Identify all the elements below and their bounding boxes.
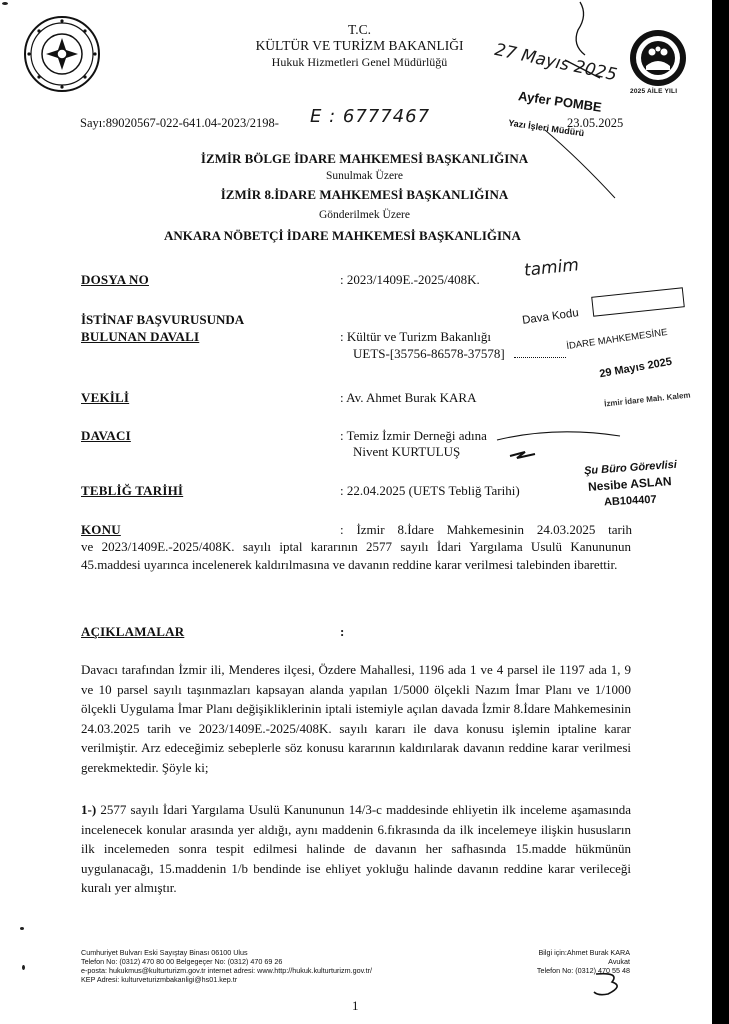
case-number-value: : 2023/1409E.-2025/408K. (340, 272, 480, 287)
footer-kep: KEP Adresi: kulturveturizmbakanligi@hs01.kep.tr (81, 975, 238, 984)
paragraph-number: 1-) (81, 802, 97, 817)
family-year-caption: 2025 AİLE YILI (630, 88, 678, 95)
paragraph-2-text: 2577 sayılı İdari Yargılama Usulü Kanununun 14/3-c maddesinde ehliyetin ilk inceleme aşamasında incelenecek konular arasında yer aldığı, aynı maddenin 6.fıkrasında da ilk incelemeye ilişkin hususların ilk incelemeden sonra tespit edilmesi halinde de davanın her safhasında 15.madde hükmünün uygulanacağı, 15.maddenin 1/b bendinde ise ehliyet yokluğu halinde davanın reddine karar verileceği kuralı yer almıştır. (81, 802, 631, 895)
court-addressee-2-note: Gönderilmek Üzere (318, 209, 410, 221)
footer-address: Cumhuriyet Bulvarı Eski Sayıştay Binası 06100 Ulus (81, 948, 248, 957)
footer-contact-title: Avukat (608, 957, 630, 966)
faded-stamp: İzmir İdare Mah. Kalem (603, 390, 691, 409)
document-number: Sayı:89020567-022-641.04-2023/2198- (80, 116, 279, 130)
footer-phone: Telefon No: (0312) 470 80 00 Belgegeçer No: (0312) 470 69 26 (81, 957, 283, 966)
court-receipt-stamp: İDARE MAHKEMESİNE (565, 326, 669, 353)
initials-signature (590, 970, 630, 998)
appellant-label-line2: BULUNAN DAVALI (81, 329, 200, 344)
explanations-label: AÇIKLAMALAR (81, 624, 185, 639)
handwritten-received-date: 27 Mayıs 2025 (492, 40, 619, 86)
case-code-box (591, 287, 685, 317)
page-number: 1 (352, 998, 359, 1013)
explanations-colon: : (340, 624, 345, 639)
subject-continuation: ve 2023/1409E.-2025/408K. sayılı iptal kararının 2577 sayılı İdari Yargılama Usulü Kanununun 45.maddesi uyarınca incelenerek kaldırılmasına ve davanın reddine karar verilmesi talebinden ibarettir. (81, 539, 631, 572)
court-receipt-date: 29 Mayıs 2025 (598, 355, 673, 381)
officer-stamp-code: AB104407 (603, 493, 657, 509)
header-ministry: KÜLTÜR VE TURİZM BAKANLIĞI (255, 38, 464, 53)
clerk-stamp-title: Yazı İşleri Müdürü (507, 117, 585, 139)
handwritten-scribble-lines (495, 418, 625, 468)
attorney-label: VEKİLİ (81, 390, 130, 405)
header-department: Hukuk Hizmetleri Genel Müdürlüğü (271, 55, 448, 69)
scan-speck (22, 965, 25, 970)
defendant-value-line1: : Kültür ve Turizm Bakanlığı (340, 329, 491, 344)
explanation-paragraph-2 (81, 800, 631, 898)
court-addressee-1: İZMİR BÖLGE İDARE MAHKEMESİ BAŞKANLIĞINA (200, 151, 529, 166)
court-addressee-2: İZMİR 8.İDARE MAHKEMESİ BAŞKANLIĞINA (220, 187, 509, 202)
handwritten-e-number: E : 6777467 (310, 106, 431, 127)
attorney-value: : Av. Ahmet Burak KARA (340, 390, 477, 405)
subject-value: : İzmir 8.İdare Mahkemesinin 24.03.2025 tarih (340, 522, 632, 537)
footer-contact-phone: Telefon No: (0312) 470 55 48 (536, 966, 630, 975)
footer-contact-name: Bilgi için:Ahmet Burak KARA (538, 948, 630, 957)
appellant-label-line1: İSTİNAF BAŞVURUSUNDA (81, 312, 245, 327)
clerk-stamp-name: Ayfer POMBE (517, 88, 603, 115)
header-tc: T.C. (348, 22, 371, 37)
scan-speck (2, 2, 8, 5)
document-date: 23.05.2025 (567, 116, 624, 130)
case-number-label: DOSYA NO (81, 272, 149, 287)
subject-label: KONU (81, 522, 121, 537)
defendant-dotted-line (514, 357, 566, 358)
footer-email: e-posta: hukukmus@kulturturizm.gov.tr internet adresi: www.http://hukuk.kulturturizm.gov.tr/ (81, 966, 373, 975)
handwritten-tamim: tamim (523, 255, 580, 281)
case-code-stamp: Dava Kodu (521, 307, 580, 327)
notification-date-label: TEBLİĞ TARİHİ (81, 483, 184, 498)
plaintiff-value-line2: Nivent KURTULUŞ (353, 444, 461, 459)
plaintiff-label: DAVACI (81, 428, 131, 443)
officer-stamp-title: Şu Büro Görevlisi (583, 458, 678, 478)
scan-speck (20, 927, 24, 930)
court-addressee-1-note: Sunulmak Üzere (326, 170, 403, 182)
defendant-value-line2: UETS-[35756-86578-37578] (353, 346, 505, 361)
court-addressee-3: ANKARA NÖBETÇİ İDARE MAHKEMESİ BAŞKANLIĞINA (164, 228, 521, 243)
plaintiff-value-line1: : Temiz İzmir Derneği adına (340, 428, 487, 443)
signature-scribble (560, 0, 605, 80)
notification-date-value: : 22.04.2025 (UETS Tebliğ Tarihi) (340, 483, 520, 498)
officer-stamp-name: Nesibe ASLAN (587, 474, 672, 494)
explanation-paragraph-1: Davacı tarafından İzmir ili, Menderes ilçesi, Özdere Mahallesi, 1196 ada 1 ve 4 parsel ile 1197 ada 1, 9 ve 10 parsel sayılı taşınmazları kapsayan alanda yapılan 1/5000 ölçekli Nazım İmar Planı ve 1/1000 ölçekli Uygulama İmar Planı değişikliklerinin iptali istemiyle açılan davada İzmir 8.İdare Mahkemesinin 24.03.2025 tarih ve 2023/1409E.-2025/408K. sayılı kararı ile dava konusu işlemin iptaline karar verilmiştir. Arz edeceğimiz sebeplerle söz konusu kararının kaldırılarak davanın reddine karar verilmesi gerekmektedir. Şöyle ki; (81, 662, 631, 775)
